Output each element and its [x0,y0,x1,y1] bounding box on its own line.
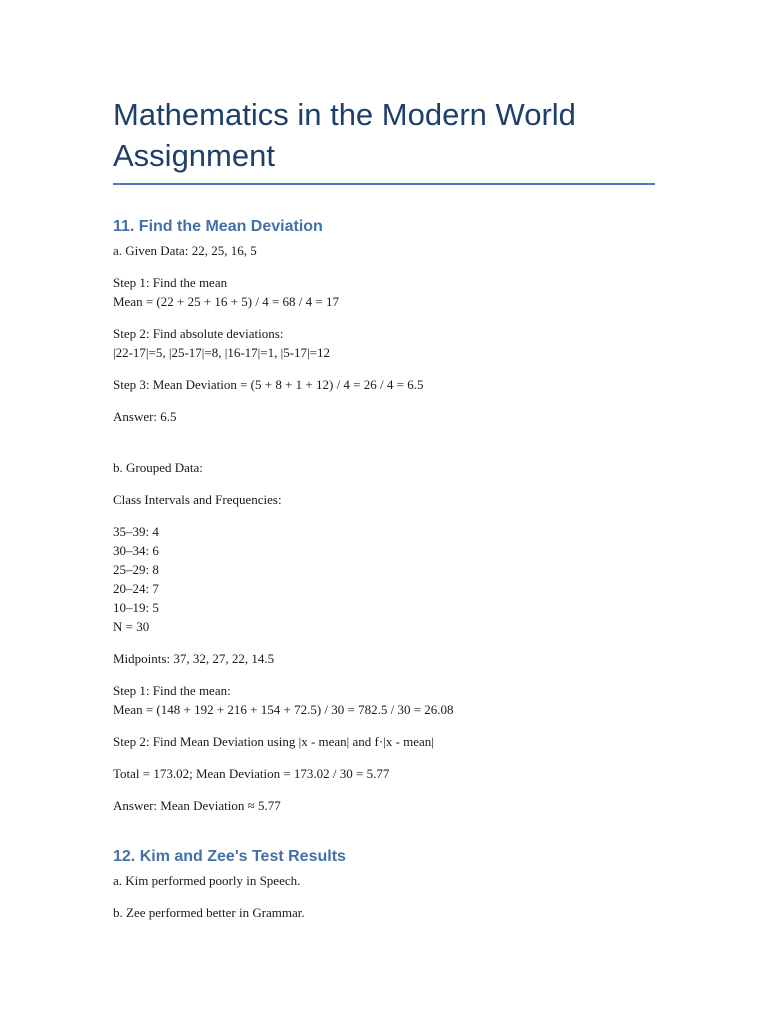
step3: Step 3: Mean Deviation = (5 + 8 + 1 + 12) / 4 = 26 / 4 = 6.5 [113,377,424,392]
given-data: a. Given Data: 22, 25, 16, 5 [113,243,257,258]
grouped-data-label: b. Grouped Data: [113,460,203,475]
answer-a: Answer: 6.5 [113,409,177,424]
list-item: 35–39: 4 [113,524,159,539]
list-item: 30–34: 6 [113,543,159,558]
answer-b: Answer: Mean Deviation ≈ 5.77 [113,798,281,813]
class-intervals-label: Class Intervals and Frequencies: [113,492,282,507]
kim-result: a. Kim performed poorly in Speech. [113,873,301,888]
total-line: Total = 173.02; Mean Deviation = 173.02 / 30 = 5.77 [113,766,390,781]
list-item: N = 30 [113,619,150,634]
document-page [113,0,655,922]
section-12-heading: 12. Kim and Zee's Test Results [113,848,346,865]
list-item: 20–24: 7 [113,581,159,596]
step2-label: Step 2: Find absolute deviations: [113,326,284,341]
midpoints: Midpoints: 37, 32, 27, 22, 14.5 [113,651,275,666]
title-line-1: Mathematics in the Modern World [113,97,576,132]
document-title [113,0,655,176]
section-11-heading: 11. Find the Mean Deviation [113,218,323,235]
zee-result: b. Zee performed better in Grammar. [113,905,305,920]
grouped-step1-calc: Mean = (148 + 192 + 216 + 154 + 72.5) / 30 = 782.5 / 30 = 26.08 [113,702,454,717]
list-item: 10–19: 5 [113,600,159,615]
list-item: 25–29: 8 [113,562,159,577]
step1-label: Step 1: Find the mean [113,275,228,290]
grouped-step2: Step 2: Find Mean Deviation using |x - mean| and f·|x - mean| [113,734,434,749]
title-underline [113,183,655,185]
step1-calc: Mean = (22 + 25 + 16 + 5) / 4 = 68 / 4 = 17 [113,294,339,309]
step2-calc: |22-17|=5, |25-17|=8, |16-17|=1, |5-17|=12 [113,345,330,360]
title-line-2: Assignment [113,138,275,173]
interval-list [113,522,655,636]
grouped-step1-label: Step 1: Find the mean: [113,683,231,698]
